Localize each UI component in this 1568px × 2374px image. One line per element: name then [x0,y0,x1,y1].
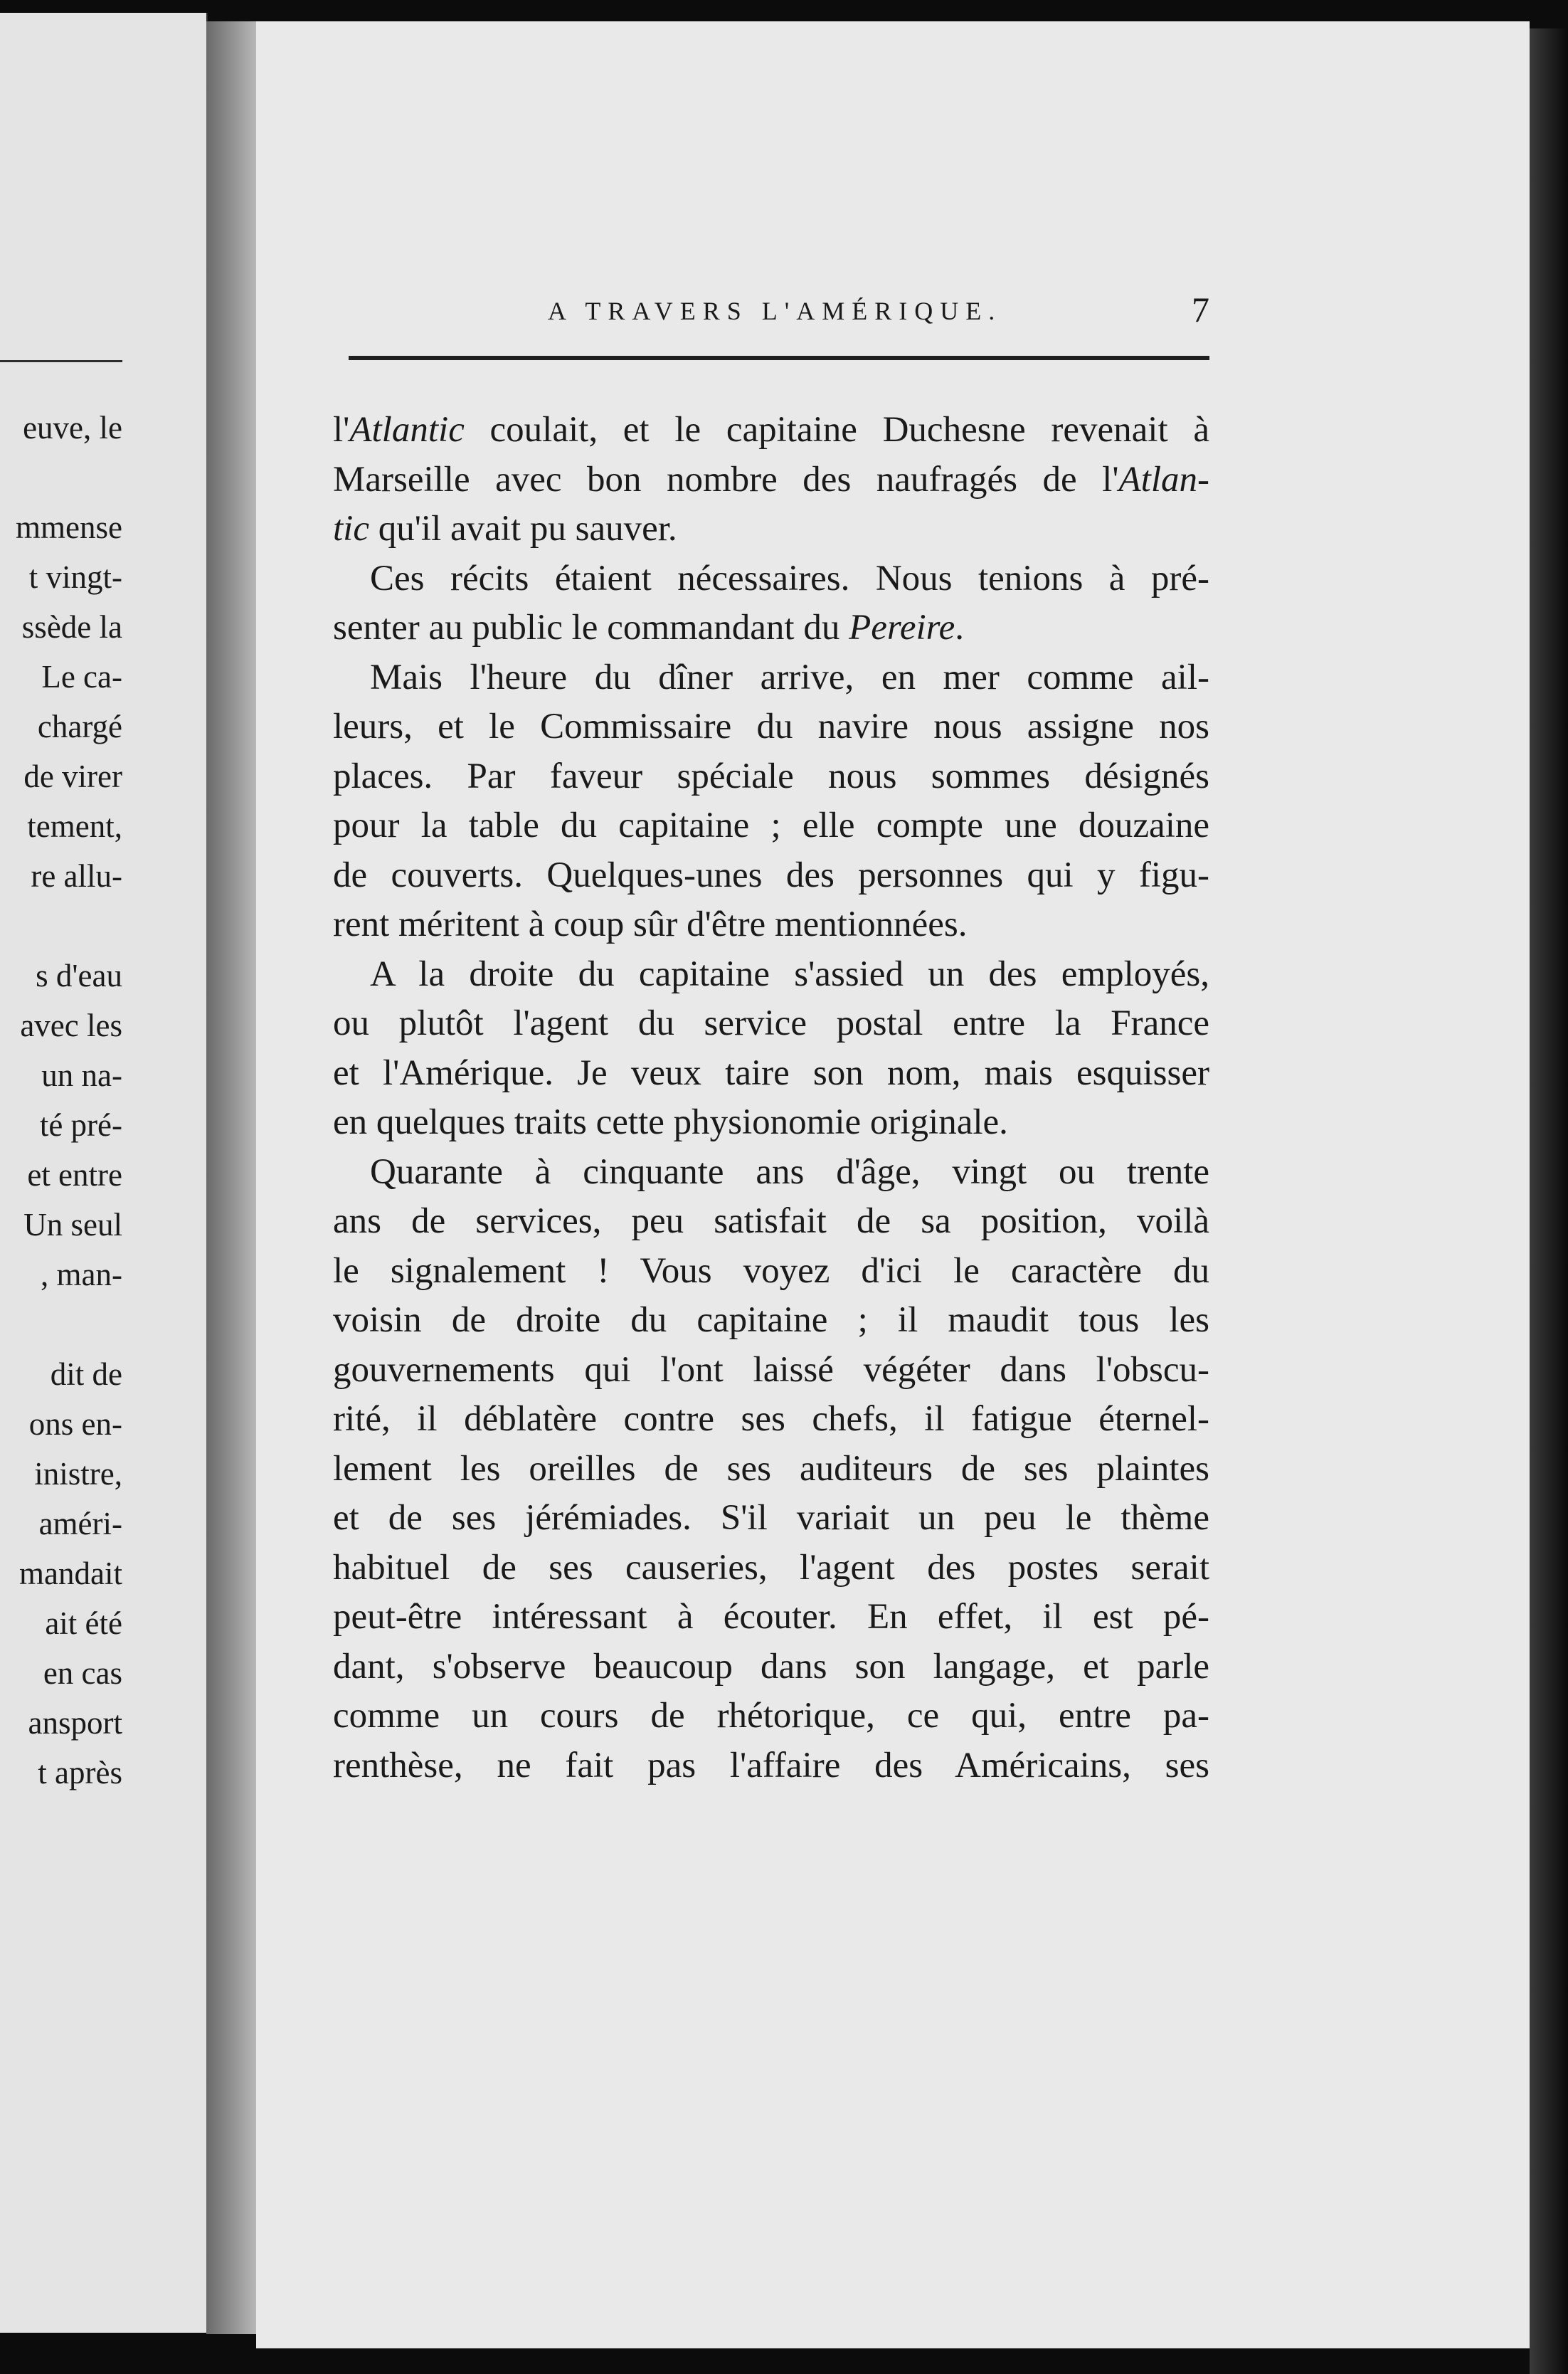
ship-name: Atlantic [349,410,465,450]
left-line: avec les [20,1008,122,1043]
text-line: dant, s'observe beaucoup dans son langage, et parle [333,1646,1209,1687]
text-line: en quelques traits cette physionomie originale. [333,1102,1008,1142]
text-line: comme un cours de rhétorique, ce qui, entre pa- [333,1696,1209,1736]
ship-name: tic [333,509,369,549]
left-line: t après [38,1755,122,1790]
left-line: ssède la [21,609,122,645]
left-line: dit de [50,1356,122,1392]
left-line [0,901,122,951]
left-line [0,453,122,502]
text-line: ans de services, peu satisfait de sa position, voilà [333,1201,1209,1241]
left-line: tement, [27,808,122,844]
page-number: 7 [1192,290,1209,329]
left-line: t vingt- [28,559,122,595]
text-line: places. Par faveur spéciale nous sommes désignés [333,756,1209,796]
left-line: té pré- [39,1107,122,1143]
text-line: Quarante à cinquante ans d'âge, vingt ou trente [370,1151,1209,1192]
text-line: rité, il déblatère contre ses chefs, il fatigue éternel- [333,1399,1209,1439]
header-rule [349,356,1209,360]
left-line: s d'eau [36,958,122,993]
text-line: leurs, et le Commissaire du navire nous assigne nos [333,707,1209,747]
left-page [0,13,208,2333]
text-line: renthèse, ne fait pas l'affaire des Américains, ses [333,1745,1209,1785]
left-page-text [0,403,122,1798]
left-line: améri- [38,1506,122,1541]
text-line: Ces récits étaient nécessaires. Nous tenions à pré- [370,558,1209,598]
left-line: Un seul [23,1207,122,1243]
text-line: rent méritent à coup sûr d'être mentionnées. [333,904,968,944]
left-line: ansport [28,1705,122,1741]
text-line: Mais l'heure du dîner arrive, en mer comme ail- [370,657,1209,697]
left-line: ait été [45,1605,122,1641]
text-line: et l'Amérique. Je veux taire son nom, mais esquisser [333,1053,1209,1093]
text-line: gouvernements qui l'ont laissé végéter dans l'obscu- [333,1349,1209,1390]
text-line: A la droite du capitaine s'assied un des employés, [370,954,1209,994]
text-line: tic qu'il avait pu sauver. [333,509,677,549]
left-line: mandait [19,1556,122,1591]
body-text [333,406,1209,1790]
left-line: en cas [43,1655,122,1691]
page-edge-shadow [1530,28,1568,2374]
text-line: ou plutôt l'agent du service postal entre la France [333,1003,1209,1043]
left-line: ons en- [28,1406,122,1442]
book-spine-shadow [206,21,256,2334]
text-line: le signalement ! Vous voyez d'ici le caractère du [333,1250,1209,1291]
ship-name: Atlan- [1118,459,1209,500]
left-page-header-rule [0,360,122,362]
running-title: A TRAVERS L'AMÉRIQUE. [548,297,1002,325]
left-line: de virer [23,759,122,794]
text-line: pour la table du capitaine ; elle compte une douzaine [333,806,1209,845]
left-line: mmense [16,510,122,545]
left-line [0,1299,122,1349]
text-line: senter au public le commandant du Pereire. [333,608,964,648]
left-line: chargé [37,709,122,744]
left-line: et entre [27,1157,122,1193]
text-line: habituel de ses causeries, l'agent des postes serait [333,1547,1209,1588]
left-line: un na- [41,1057,122,1093]
left-line: , man- [41,1257,122,1292]
left-line: re allu- [31,858,122,894]
text-line: voisin de droite du capitaine ; il maudit tous les [333,1300,1209,1340]
left-line: euve, le [23,410,122,445]
text-line: et de ses jérémiades. S'il variait un peu le thème [333,1498,1209,1538]
text-line: de couverts. Quelques-unes des personnes qui y figu- [333,855,1209,895]
text-line: lement les oreilles de ses auditeurs de ses plaintes [333,1448,1209,1489]
left-line: Le ca- [41,659,122,695]
ship-name: Pereire [849,608,955,648]
text-line: Marseille avec bon nombre des naufragés de l'Atlan- [333,459,1209,500]
text-line: l'Atlantic coulait, et le capitaine Duchesne revenait à [333,410,1209,450]
left-line: inistre, [34,1456,122,1492]
text-line: peut-être intéressant à écouter. En effet, il est pé- [333,1597,1209,1637]
running-head [349,285,1209,342]
